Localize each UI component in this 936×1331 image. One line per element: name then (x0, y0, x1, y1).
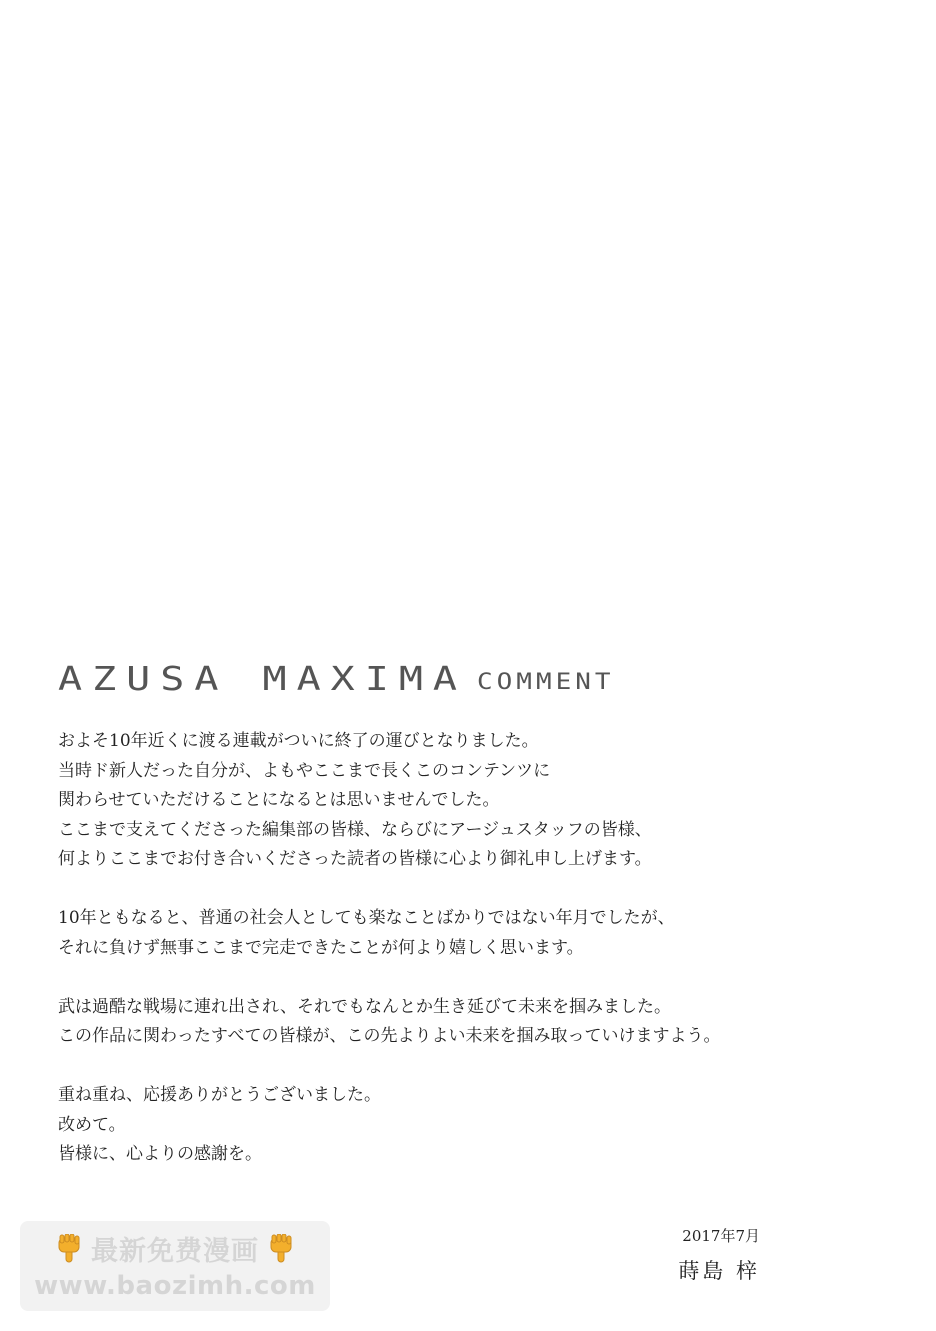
watermark-title: 最新免费漫画 (91, 1236, 259, 1267)
paragraph-thanks (58, 1081, 818, 1170)
signature-date: 2017年7月 (682, 1227, 760, 1245)
text-line: 関わらせていただけることになるとは思いませんでした。 (58, 790, 500, 810)
paragraph-future (58, 993, 818, 1052)
text-line: それに負けず無事ここまで完走できたことが何より嬉しく思います。 (58, 937, 584, 958)
pointing-hand-icon (56, 1234, 82, 1264)
watermark-url[interactable]: www.baozimh.com (34, 1271, 316, 1301)
text-line: 10年ともなると、普通の社会人としても楽なことばかりではない年月でしたが、 (58, 908, 675, 928)
author-name-title: AZUSA MAXIMA (58, 660, 467, 698)
text-line: 何よりここまでお付き合いくださった読者の皆様に心より御礼申し上げます。 (58, 849, 652, 869)
text-line: およそ10年近くに渡る連載がついに終了の運びとなりました。 (58, 731, 539, 751)
paragraph-ten-years (58, 904, 818, 963)
watermark-title-row (20, 1229, 330, 1268)
text-line: 武は過酷な戦場に連れ出され、それでもなんとか生き延びて未来を掴みました。 (58, 996, 672, 1017)
signature-block (678, 1224, 760, 1288)
comment-label: COMMENT (476, 669, 615, 695)
text-line: 皆様に、心よりの感謝を。 (58, 1144, 262, 1164)
watermark-banner[interactable] (20, 1221, 330, 1311)
text-line: この作品に関わったすべての皆様が、この先よりよい未来を掴み取っていけますよう。 (58, 1026, 721, 1046)
comment-body (58, 727, 818, 1170)
signature-name: 蒔島 梓 (678, 1259, 760, 1283)
text-line: ここまで支えてくださった編集部の皆様、ならびにアージュスタッフの皆様、 (58, 819, 652, 840)
pointing-hand-icon (268, 1234, 294, 1264)
text-line: 当時ド新人だった自分が、よもやここまで長くこのコンテンツに (58, 760, 551, 781)
watermark-url-row (20, 1271, 330, 1301)
text-line: 重ね重ね、応援ありがとうございました。 (58, 1085, 381, 1105)
paragraph-gratitude (58, 727, 818, 875)
text-line: 改めて。 (58, 1114, 126, 1135)
comment-heading (58, 652, 615, 698)
